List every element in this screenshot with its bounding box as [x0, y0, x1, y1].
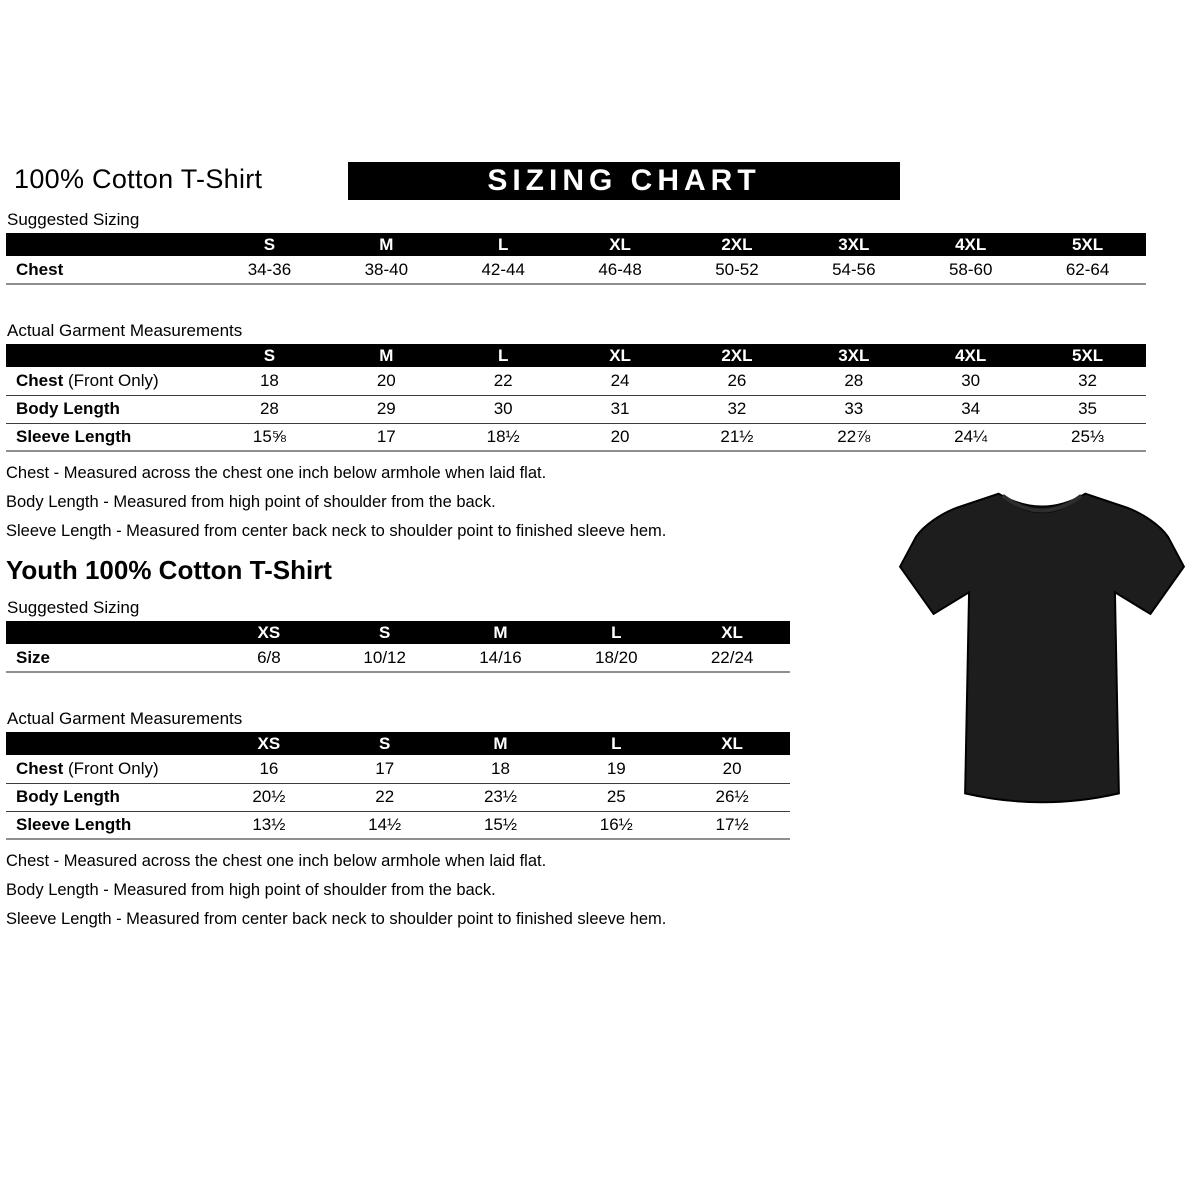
size-column-header: L [445, 344, 562, 367]
note-line: Chest - Measured across the chest one inch below armhole when laid flat. [6, 464, 547, 482]
measurement-cell: 23½ [443, 783, 559, 811]
measurement-cell: 28 [795, 367, 912, 395]
size-column-header: S [211, 344, 328, 367]
measurement-cell: 10/12 [327, 644, 443, 672]
note-line: Sleeve Length - Measured from center back neck to shoulder point to finished sleeve hem. [6, 522, 667, 540]
adult-actual-measurements-label: Actual Garment Measurements [7, 321, 243, 340]
measurement-cell: 42-44 [445, 256, 562, 284]
measurement-cell: 38-40 [328, 256, 445, 284]
measurement-cell: 34 [912, 395, 1029, 423]
size-column-header: 2XL [679, 344, 796, 367]
size-column-header: XS [211, 621, 327, 644]
measurement-row [6, 423, 1146, 451]
size-column-header: XS [211, 732, 327, 755]
measurement-row [6, 256, 1146, 284]
measurement-cell: 33 [795, 395, 912, 423]
measurement-cell: 24 [562, 367, 679, 395]
measurement-cell: 6/8 [211, 644, 327, 672]
row-label: Size [6, 644, 211, 672]
adult-section-title: 100% Cotton T-Shirt [14, 164, 263, 194]
note-line: Body Length - Measured from high point of shoulder from the back. [6, 493, 496, 511]
sizing-chart-page [6, 162, 1146, 939]
header-corner-cell [6, 621, 211, 644]
measurement-cell: 25⅓ [1029, 423, 1146, 451]
size-header-row [6, 233, 1146, 256]
row-label: Body Length [6, 783, 211, 811]
size-column-header: S [211, 233, 328, 256]
size-column-header: S [327, 732, 443, 755]
measurement-cell: 15⅝ [211, 423, 328, 451]
adult-suggested-sizing-label: Suggested Sizing [7, 210, 140, 229]
measurement-cell: 22/24 [674, 644, 790, 672]
youth-suggested-sizing-table [6, 621, 790, 673]
measurement-cell: 32 [679, 395, 796, 423]
size-column-header: 3XL [795, 344, 912, 367]
header-corner-cell [6, 344, 211, 367]
measurement-cell: 25 [558, 783, 674, 811]
measurement-cell: 31 [562, 395, 679, 423]
measurement-cell: 54-56 [795, 256, 912, 284]
measurement-cell: 13½ [211, 811, 327, 839]
size-column-header: 2XL [679, 233, 796, 256]
measurement-row [6, 367, 1146, 395]
size-column-header: M [328, 233, 445, 256]
size-column-header: M [443, 621, 559, 644]
measurement-cell: 19 [558, 755, 674, 783]
adult-suggested-sizing-table [6, 233, 1146, 285]
measurement-cell: 20½ [211, 783, 327, 811]
measurement-cell: 35 [1029, 395, 1146, 423]
measurement-cell: 18 [443, 755, 559, 783]
measurement-cell: 28 [211, 395, 328, 423]
note-line: Body Length - Measured from high point of shoulder from the back. [6, 881, 496, 899]
measurement-cell: 22⅞ [795, 423, 912, 451]
measurement-cell: 20 [562, 423, 679, 451]
note-line: Chest - Measured across the chest one inch below armhole when laid flat. [6, 852, 547, 870]
measurement-cell: 20 [328, 367, 445, 395]
header-corner-cell [6, 233, 211, 256]
row-label: Sleeve Length [6, 423, 211, 451]
measurement-cell: 17 [327, 755, 443, 783]
size-header-row [6, 344, 1146, 367]
measurement-cell: 58-60 [912, 256, 1029, 284]
row-label: Chest (Front Only) [6, 755, 211, 783]
row-label: Body Length [6, 395, 211, 423]
measurement-cell: 21½ [679, 423, 796, 451]
measurement-cell: 26 [679, 367, 796, 395]
measurement-cell: 17 [328, 423, 445, 451]
youth-section-title: Youth 100% Cotton T-Shirt [6, 555, 332, 585]
measurement-cell: 26½ [674, 783, 790, 811]
size-column-header: L [558, 621, 674, 644]
size-column-header: 4XL [912, 233, 1029, 256]
page-header [6, 162, 1146, 204]
measurement-cell: 22 [327, 783, 443, 811]
youth-actual-measurements-label: Actual Garment Measurements [7, 709, 243, 728]
youth-actual-measurements-table [6, 732, 790, 840]
size-column-header: XL [562, 344, 679, 367]
measurement-cell: 18½ [445, 423, 562, 451]
measurement-row [6, 755, 790, 783]
size-column-header: XL [674, 621, 790, 644]
size-column-header: S [327, 621, 443, 644]
size-column-header: M [443, 732, 559, 755]
size-column-header: L [445, 233, 562, 256]
size-column-header: 3XL [795, 233, 912, 256]
measurement-cell: 30 [445, 395, 562, 423]
sizing-chart-banner: SIZING CHART [348, 162, 900, 200]
measurement-cell: 20 [674, 755, 790, 783]
note-line: Sleeve Length - Measured from center back neck to shoulder point to finished sleeve hem. [6, 910, 667, 928]
measurement-cell: 50-52 [679, 256, 796, 284]
measurement-cell: 16½ [558, 811, 674, 839]
measurement-row [6, 811, 790, 839]
measurement-cell: 22 [445, 367, 562, 395]
measurement-cell: 46-48 [562, 256, 679, 284]
youth-suggested-sizing-label: Suggested Sizing [7, 598, 140, 617]
size-column-header: XL [674, 732, 790, 755]
black-tshirt-image [892, 474, 1192, 819]
tshirt-body-shape [900, 494, 1184, 803]
measurement-cell: 18/20 [558, 644, 674, 672]
youth-measurement-notes [6, 852, 1146, 929]
size-column-header: 5XL [1029, 344, 1146, 367]
adult-actual-measurements-table [6, 344, 1146, 452]
measurement-row [6, 644, 790, 672]
size-column-header: L [558, 732, 674, 755]
size-column-header: 4XL [912, 344, 1029, 367]
measurement-cell: 17½ [674, 811, 790, 839]
size-column-header: M [328, 344, 445, 367]
measurement-cell: 14/16 [443, 644, 559, 672]
row-label: Chest [6, 256, 211, 284]
measurement-cell: 29 [328, 395, 445, 423]
size-column-header: 5XL [1029, 233, 1146, 256]
measurement-row [6, 395, 1146, 423]
measurement-cell: 30 [912, 367, 1029, 395]
size-header-row [6, 621, 790, 644]
row-label: Chest (Front Only) [6, 367, 211, 395]
measurement-row [6, 783, 790, 811]
measurement-cell: 34-36 [211, 256, 328, 284]
row-label: Sleeve Length [6, 811, 211, 839]
measurement-cell: 16 [211, 755, 327, 783]
measurement-cell: 18 [211, 367, 328, 395]
measurement-cell: 24¼ [912, 423, 1029, 451]
header-corner-cell [6, 732, 211, 755]
measurement-cell: 15½ [443, 811, 559, 839]
size-header-row [6, 732, 790, 755]
measurement-cell: 14½ [327, 811, 443, 839]
measurement-cell: 62-64 [1029, 256, 1146, 284]
measurement-cell: 32 [1029, 367, 1146, 395]
size-column-header: XL [562, 233, 679, 256]
